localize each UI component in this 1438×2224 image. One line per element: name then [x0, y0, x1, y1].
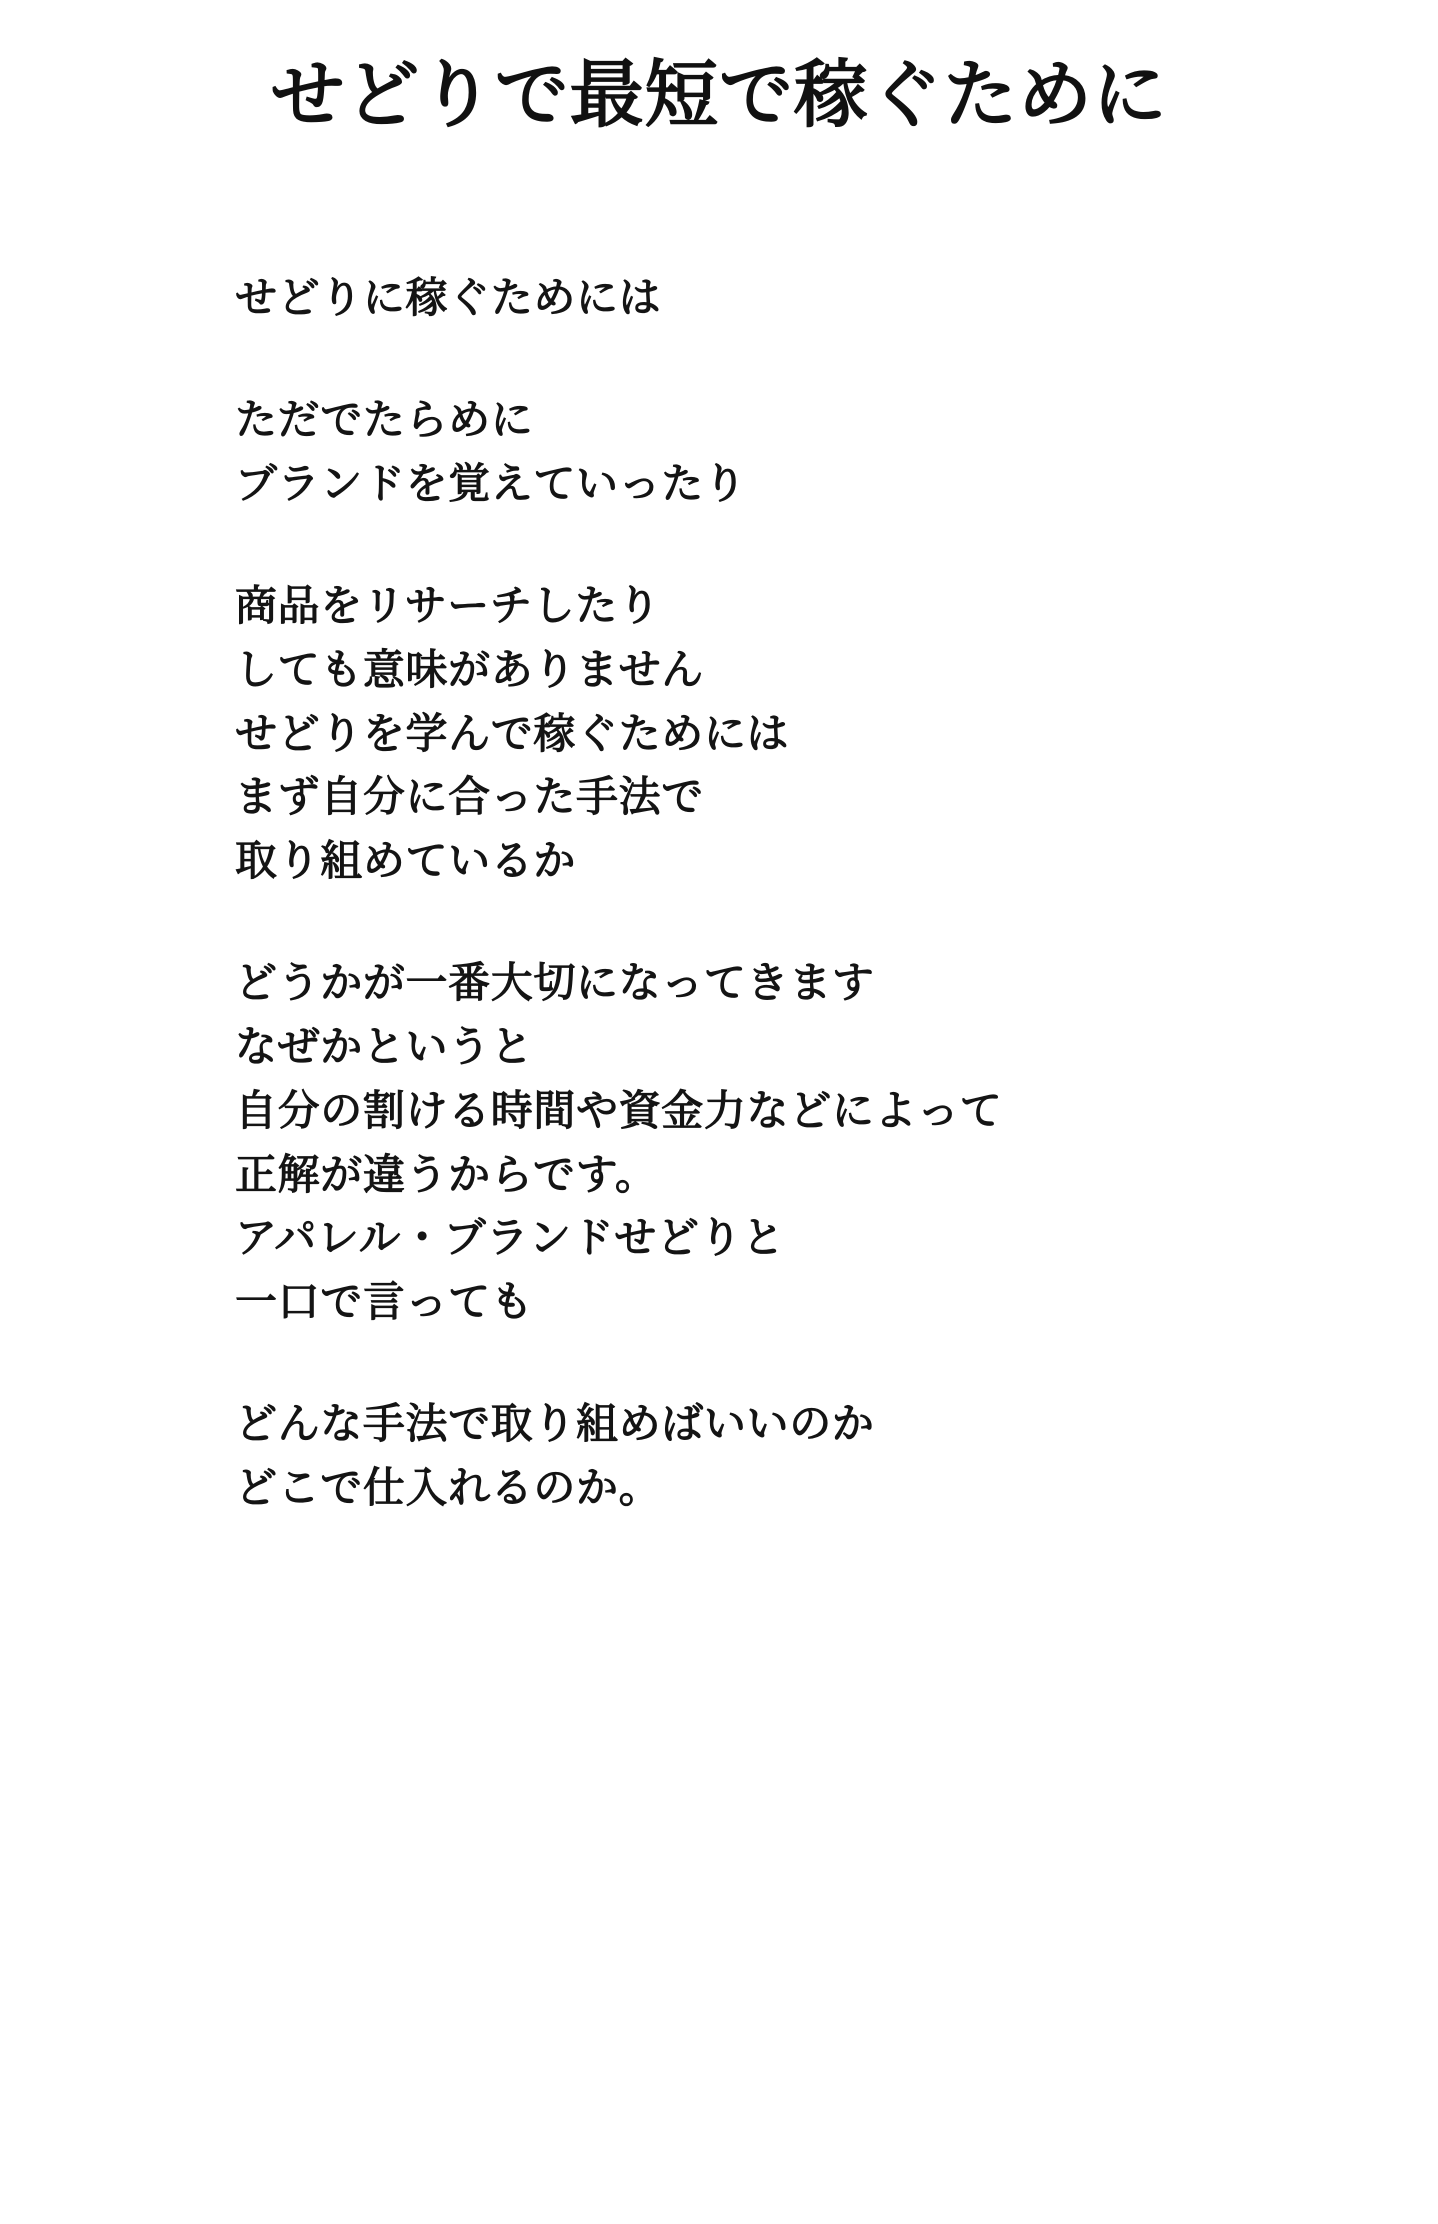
- text-line: せどりを学んで稼ぐためには: [235, 708, 790, 758]
- text-line: どんな手法で取り組めばいいのか: [235, 1398, 875, 1448]
- document-body: [0, 136, 1438, 1579]
- text-line: 一口で言っても: [235, 1277, 534, 1327]
- text-line: 商品をリサーチしたり: [235, 580, 661, 630]
- text-line: まず自分に合った手法で: [235, 772, 704, 822]
- paragraph-most-important: [235, 951, 1438, 1334]
- text-line: ただでたらめに: [235, 395, 534, 445]
- text-line: どこで仕入れるのか。: [235, 1462, 662, 1512]
- text-line: どうかが一番大切になってきます: [235, 958, 875, 1008]
- text-line: 自分の割ける時間や資金力などによって: [235, 1085, 1003, 1135]
- text-line: 正解が違うからです。: [235, 1149, 658, 1199]
- paragraph-random-approach: [235, 388, 1438, 516]
- text-line: なぜかというと: [235, 1021, 534, 1071]
- paragraph-intro: [235, 266, 1438, 330]
- text-line: 取り組めているか: [235, 836, 577, 886]
- page-title: せどりで最短で稼ぐために: [270, 52, 1168, 138]
- text-line: アパレル・ブランドせどりと: [235, 1213, 785, 1263]
- text-line: ブランドを覚えていったり: [235, 459, 747, 509]
- text-line: せどりに稼ぐためには: [235, 273, 662, 323]
- paragraph-research-meaningless: [235, 574, 1438, 893]
- paragraph-questions: [235, 1392, 1438, 1520]
- text-line: しても意味がありません: [235, 644, 704, 694]
